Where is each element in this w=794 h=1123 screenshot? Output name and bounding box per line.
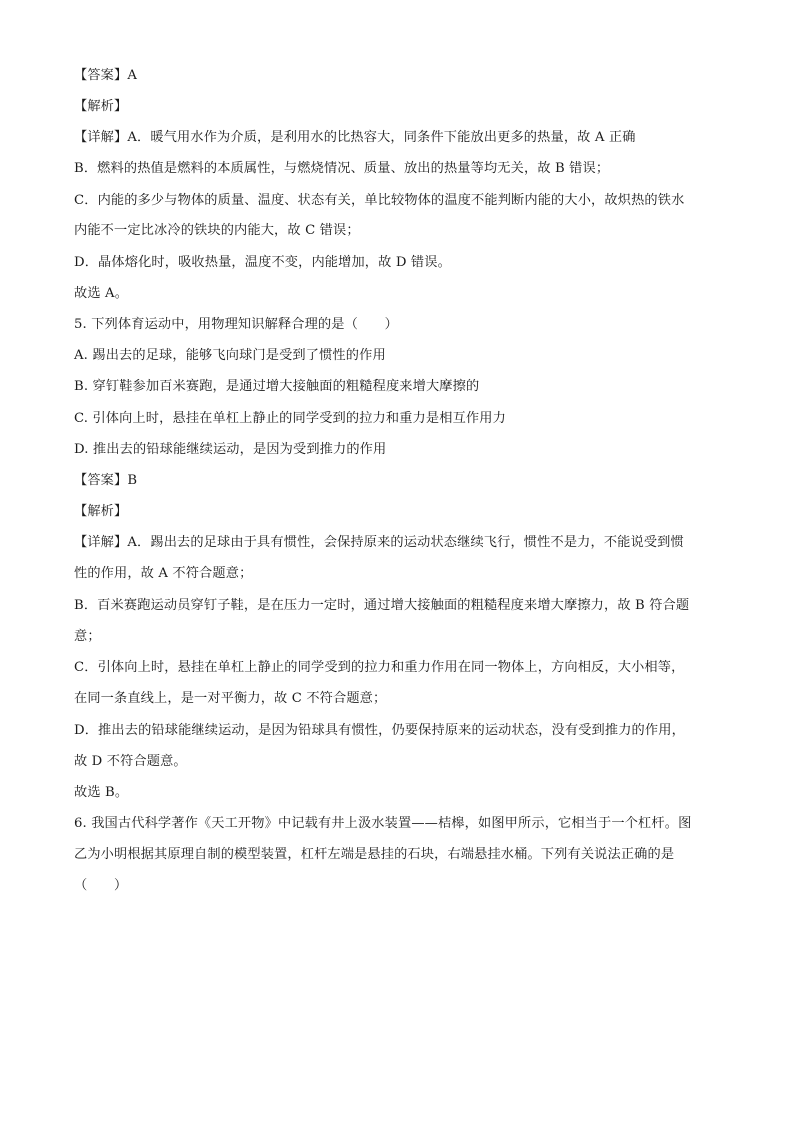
question-5-option-c: C. 引体向上时，悬挂在单杠上静止的同学受到的拉力和重力是相互作用力: [74, 411, 506, 426]
explanation-option-c-q5-cont: 在同一条直线上，是一对平衡力，故 C 不符合题意；: [74, 691, 387, 706]
answer-label-q4: 【答案】A: [74, 68, 138, 83]
analysis-label-q5: 【解析】: [74, 504, 128, 519]
question-5-option-d: D. 推出去的铅球能继续运动，是因为受到推力的作用: [74, 442, 387, 457]
explanation-option-b-q5-cont: 意；: [74, 629, 101, 644]
analysis-label-q4: 【解析】: [74, 99, 128, 114]
explanation-option-c-q5: C．引体向上时，悬挂在单杠上静止的同学受到的拉力和重力作用在同一物体上，方向相反，大小相等，: [74, 660, 685, 675]
explanation-option-a-q5-cont: 性的作用，故 A 不符合题意；: [74, 566, 253, 581]
explanation-option-d-q5: D．推出去的铅球能继续运动，是因为铅球具有惯性，仍要保持原来的运动状态，没有受到推力的作用，: [74, 723, 685, 738]
explanation-option-a-q5: 【详解】A．踢出去的足球由于具有惯性，会保持原来的运动状态继续飞行，惯性不是力，不能说受到惯: [74, 535, 684, 550]
conclusion-q4: 故选 A。: [74, 286, 129, 301]
explanation-option-c-q4-cont: 内能不一定比冰冷的铁块的内能大，故 C 错误；: [74, 223, 360, 238]
conclusion-q5: 故选 B。: [74, 785, 129, 800]
question-6-stem-brackets: （ ）: [74, 878, 128, 893]
question-6-stem: 6. 我国古代科学著作《天工开物》中记载有井上汲水装置——桔槔，如图甲所示，它相当于一个杠杆。图: [74, 816, 692, 831]
explanation-option-a-q4: 【详解】A．暖气用水作为介质，是利用水的比热容大，同条件下能放出更多的热量，故 A 正确: [74, 130, 636, 145]
explanation-option-d-q4: D．晶体熔化时，吸收热量，温度不变，内能增加，故 D 错误。: [74, 255, 451, 270]
answer-label-q5: 【答案】B: [74, 473, 138, 488]
explanation-option-b-q5: B．百米赛跑运动员穿钉子鞋，是在压力一定时，通过增大接触面的粗糙程度来增大摩擦力，故 B 符合题: [74, 598, 690, 613]
explanation-option-d-q5-cont: 故 D 不符合题意。: [74, 754, 187, 769]
explanation-option-c-q4: C．内能的多少与物体的质量、温度、状态有关，单比较物体的温度不能判断内能的大小，故炽热的铁水: [74, 193, 685, 208]
explanation-option-b-q4: B．燃料的热值是燃料的本质属性，与燃烧情况、质量、放出的热量等均无关，故 B 错误；: [74, 161, 610, 176]
question-5-option-a: A. 踢出去的足球，能够飞向球门是受到了惯性的作用: [74, 348, 386, 363]
question-5-option-b: B. 穿钉鞋参加百米赛跑，是通过增大接触面的粗糙程度来增大摩擦的: [74, 379, 480, 394]
question-6-stem-cont: 乙为小明根据其原理自制的模型装置，杠杆左端是悬挂的石块，右端悬挂水桶。下列有关说法正确的是: [74, 847, 675, 862]
question-5-stem: 5. 下列体育运动中，用物理知识解释合理的是（ ）: [74, 317, 398, 332]
